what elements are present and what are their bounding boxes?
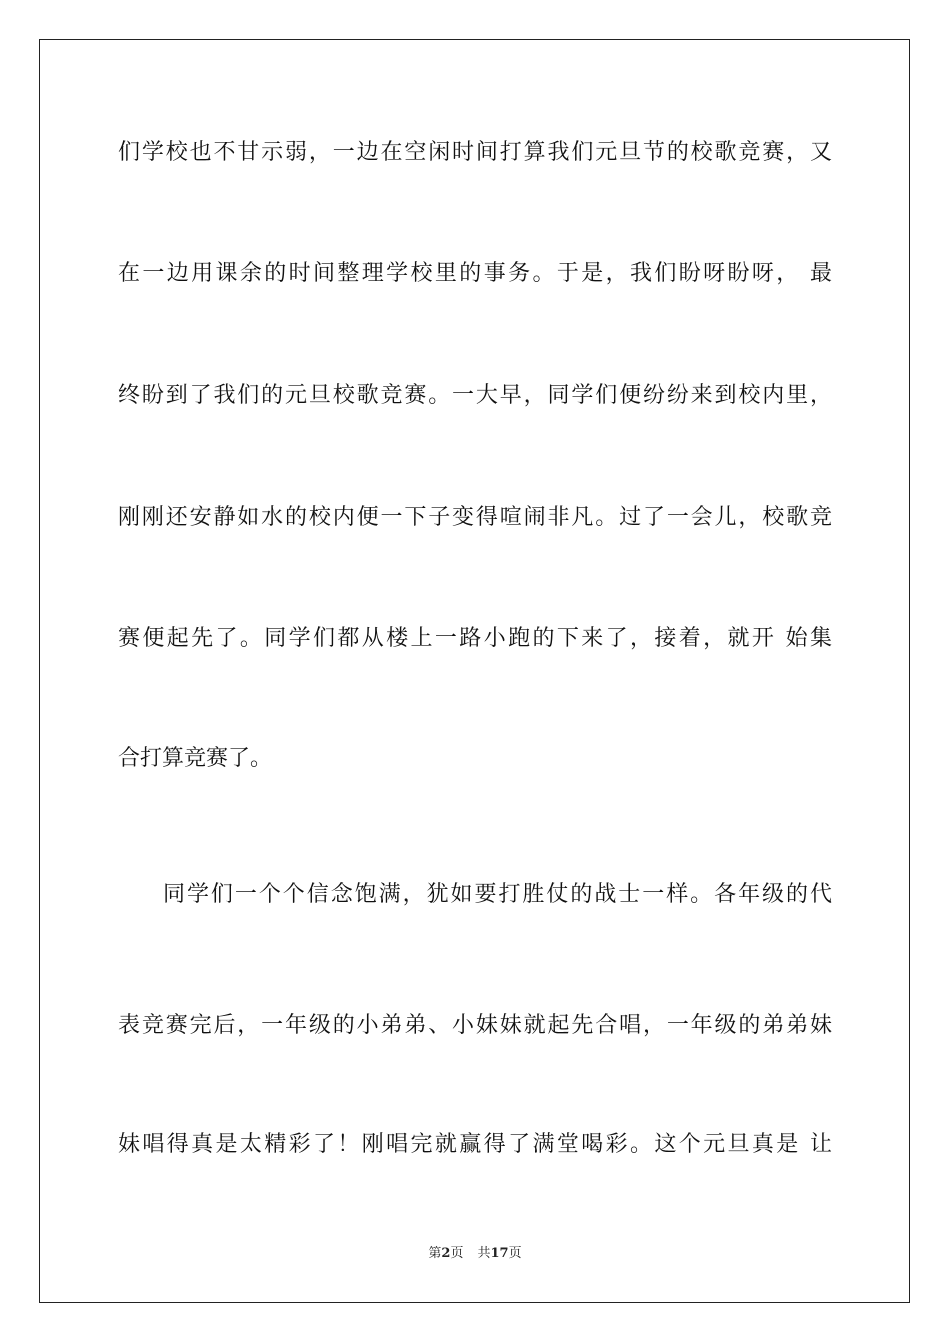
text-line-8: 表竞赛完后，一年级的小弟弟、小妹妹就起先合唱，一年级的弟弟妹	[118, 1013, 832, 1038]
page-border	[39, 39, 910, 1303]
text-line-9: 妹唱得真是太精彩了！刚唱完就赢得了满堂喝彩。这个元旦真是 让	[118, 1132, 832, 1157]
text-line-4: 刚刚还安静如水的校内便一下子变得喧闹非凡。过了一会儿，校歌竞	[118, 505, 832, 530]
text-line-1: 们学校也不甘示弱，一边在空闲时间打算我们元旦节的校歌竞赛，又	[118, 140, 832, 165]
text-line-5: 赛便起先了。同学们都从楼上一路小跑的下来了，接着，就开 始集	[118, 626, 832, 651]
text-line-3: 终盼到了我们的元旦校歌竞赛。一大早，同学们便纷纷来到校内里，	[118, 383, 832, 408]
text-line-2: 在一边用课余的时间整理学校里的事务。于是，我们盼呀盼呀， 最	[118, 261, 832, 286]
page-prefix: 第	[428, 1246, 442, 1261]
total-pages: 17	[490, 1246, 509, 1261]
page-suffix: 页	[450, 1246, 464, 1261]
text-line-6: 合打算竞赛了。	[118, 746, 273, 771]
page-number: 2	[441, 1246, 451, 1261]
text-line-7: 同学们一个个信念饱满，犹如要打胜仗的战士一样。各年级的代	[163, 882, 832, 907]
page-footer	[0, 1245, 950, 1263]
total-suffix: 页	[508, 1246, 522, 1261]
total-prefix: 共	[477, 1246, 491, 1261]
